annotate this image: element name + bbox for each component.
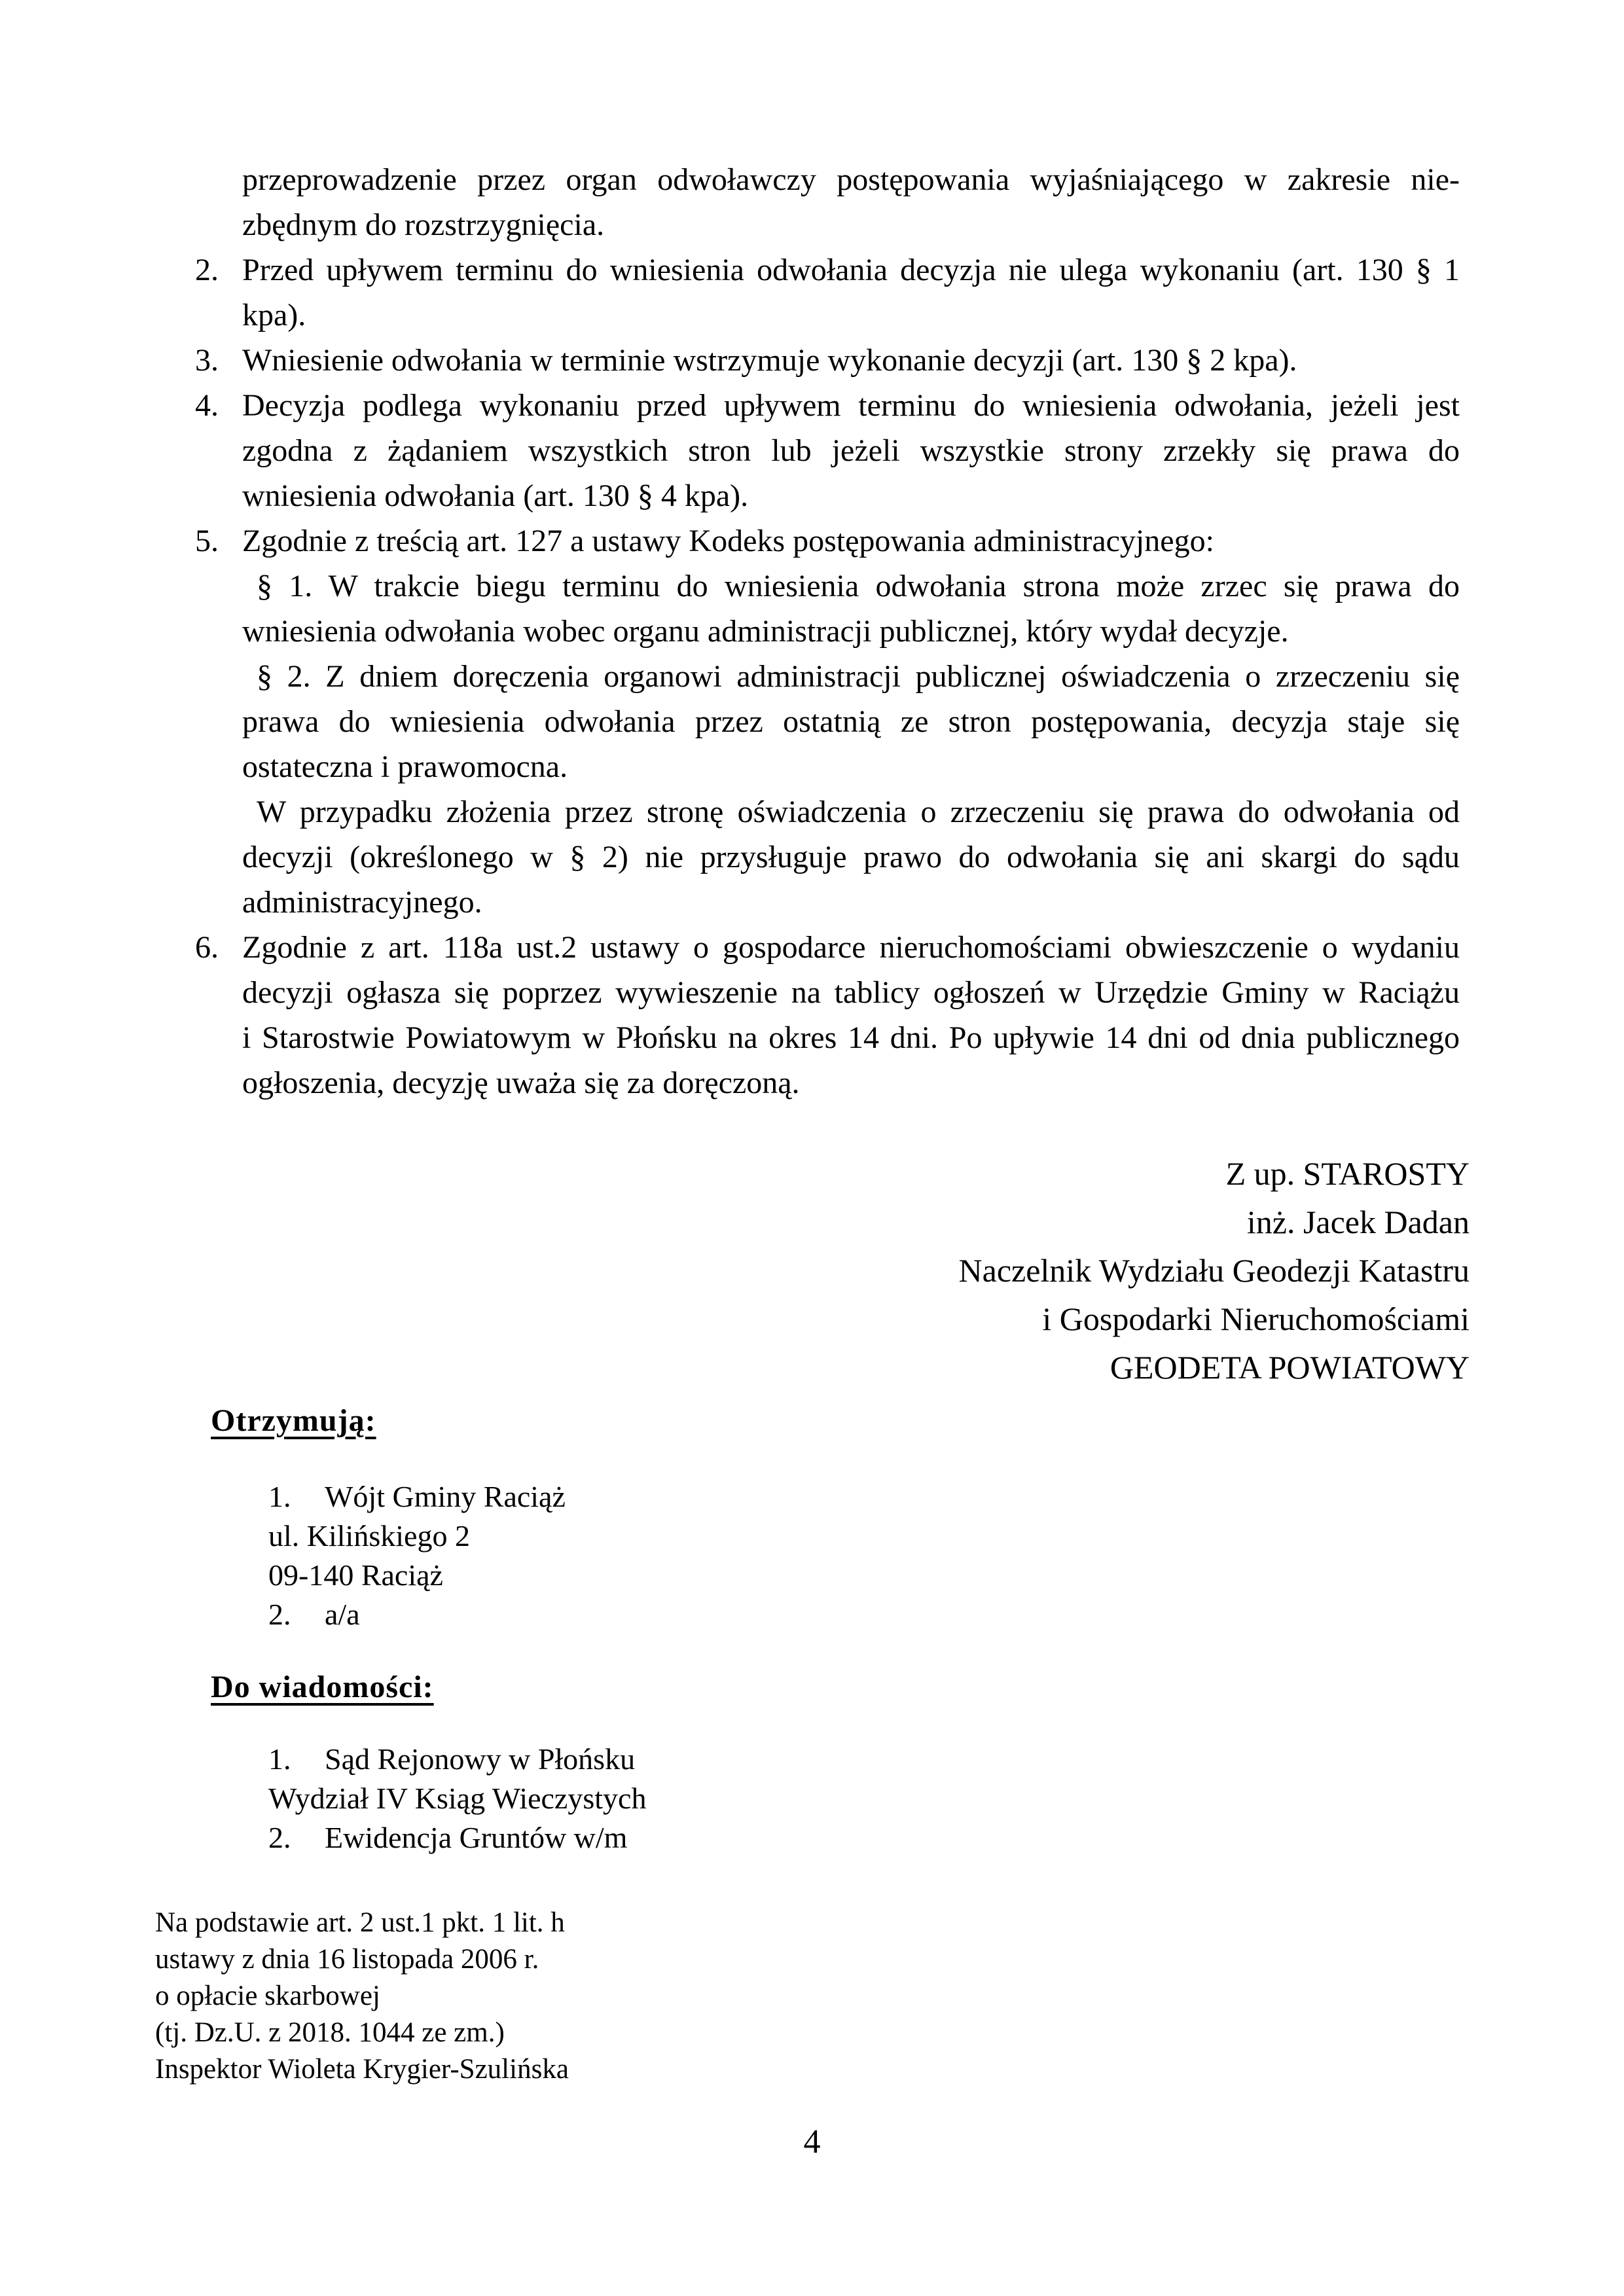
list-item-lines — [242, 518, 1460, 564]
recipient-row — [268, 1477, 566, 1516]
list-item — [195, 383, 1460, 518]
list-item — [195, 518, 1460, 564]
page-number: 4 — [803, 2123, 821, 2161]
list-item — [195, 564, 1460, 654]
list-item-number: 3. — [195, 343, 219, 378]
cc-heading: Do wiadomości: — [211, 1670, 434, 1704]
list-item-number: 6. — [195, 930, 219, 965]
signature-line: inż. Jacek Dadan — [1246, 1204, 1470, 1240]
text-line: zgodna z żądaniem wszystkich stron lub jeżeli wszystkie strony zrzekły się prawa do — [242, 433, 1460, 468]
signature-line: Naczelnik Wydziału Geodezji Katastru — [958, 1252, 1470, 1289]
text-line: ogłoszenia, decyzję uważa się za doręczoną. — [242, 1066, 800, 1100]
list-item-lines — [242, 157, 1460, 247]
recipient-row — [268, 1556, 566, 1595]
legal-note-line: ustawy z dnia 16 listopada 2006 r. — [155, 1944, 539, 1975]
row-number: 1. — [268, 1742, 291, 1776]
text-line: wniesienia odwołania (art. 130 § 4 kpa). — [242, 478, 749, 513]
signature-line: Z up. STAROSTY — [1225, 1155, 1470, 1192]
legal-note-line: (tj. Dz.U. z 2018. 1044 ze zm.) — [155, 2017, 505, 2048]
text-line: § 1. W trakcie biegu terminu do wniesienia odwołania strona może zrzec się prawa do — [257, 569, 1460, 603]
list-item-lines — [242, 654, 1460, 789]
row-number: 2. — [268, 1821, 291, 1854]
list-item-lines — [242, 338, 1460, 383]
text-line: Decyzja podlega wykonaniu przed upływem terminu do wniesienia odwołania, jeżeli jest — [242, 388, 1460, 423]
row-text: Wydział IV Ksiąg Wieczystych — [268, 1782, 647, 1815]
text-line: Zgodnie z treścią art. 127 a ustawy Kodeks postępowania administracyjnego: — [242, 524, 1214, 558]
legal-note-line: Inspektor Wioleta Krygier-Szulińska — [155, 2054, 569, 2085]
recipient-row — [268, 1595, 566, 1634]
legal-note-line: Na podstawie art. 2 ust.1 pkt. 1 lit. h — [155, 1907, 565, 1938]
body-numbered-list — [195, 157, 1460, 1105]
text-line: W przypadku złożenia przez stronę oświadczenia o zrzeczeniu się prawa do odwołania od — [257, 795, 1460, 829]
cc-row — [268, 1818, 646, 1857]
list-item-number: 2. — [195, 253, 219, 287]
recipients-heading: Otrzymują: — [211, 1403, 376, 1438]
cc-list — [268, 1740, 646, 1857]
signature-block — [959, 1149, 1470, 1391]
signature-line: GEODETA POWIATOWY — [1110, 1349, 1470, 1386]
legal-note-line: o opłacie skarbowej — [155, 1981, 380, 2011]
text-line: § 2. Z dniem doręczenia organowi administracji publicznej oświadczenia o zrzeczeniu się — [257, 659, 1460, 694]
text-line: Zgodnie z art. 118a ust.2 ustawy o gospodarce nieruchomościami obwieszczenie o wydaniu — [242, 930, 1460, 965]
list-item — [195, 789, 1460, 925]
row-number: 1. — [268, 1480, 291, 1513]
row-text: Wójt Gminy Raciąż — [325, 1480, 566, 1513]
text-line: kpa). — [242, 298, 306, 332]
list-item — [195, 925, 1460, 1105]
cc-row — [268, 1740, 646, 1779]
row-text: Ewidencja Gruntów w/m — [325, 1821, 628, 1854]
row-text: a/a — [325, 1598, 360, 1631]
list-item-lines — [242, 247, 1460, 338]
list-item-lines — [242, 564, 1460, 654]
list-item — [195, 338, 1460, 383]
row-text: ul. Kilińskiego 2 — [268, 1519, 470, 1552]
legal-note — [155, 1905, 569, 2088]
list-item-number: 5. — [195, 524, 219, 558]
signature-line: i Gospodarki Nieruchomościami — [1042, 1300, 1470, 1337]
list-item-lines — [242, 925, 1460, 1105]
text-line: Przed upływem terminu do wniesienia odwołania decyzja nie ulega wykonaniu (art. 130 § 1 — [242, 253, 1460, 287]
list-item-lines — [242, 789, 1460, 925]
row-number: 2. — [268, 1598, 291, 1631]
text-line: decyzji (określonego w § 2) nie przysługuje prawo do odwołania się ani skargi do sądu — [242, 840, 1460, 874]
text-line: wniesienia odwołania wobec organu administracji publicznej, który wydał decyzje. — [242, 614, 1289, 649]
cc-row — [268, 1779, 646, 1818]
list-item — [195, 157, 1460, 247]
row-text: 09-140 Raciąż — [268, 1558, 443, 1592]
text-line: ostateczna i prawomocna. — [242, 749, 568, 784]
list-item-lines — [242, 383, 1460, 518]
recipients-list — [268, 1477, 566, 1634]
recipient-row — [268, 1516, 566, 1556]
text-line: i Starostwie Powiatowym w Płońsku na okres 14 dni. Po upływie 14 dni od dnia publicznego — [242, 1020, 1460, 1055]
text-line: prawa do wniesienia odwołania przez ostatnią ze stron postępowania, decyzja staje się — [242, 704, 1460, 739]
text-line: administracyjnego. — [242, 885, 482, 920]
row-text: Sąd Rejonowy w Płońsku — [325, 1742, 636, 1776]
text-line: decyzji ogłasza się poprzez wywieszenie na tablicy ogłoszeń w Urzędzie Gminy w Raciążu — [242, 975, 1460, 1010]
list-item-number: 4. — [195, 388, 219, 423]
text-line: zbędnym do rozstrzygnięcia. — [242, 207, 605, 242]
list-item — [195, 247, 1460, 338]
list-item — [195, 654, 1460, 789]
text-line: Wniesienie odwołania w terminie wstrzymuje wykonanie decyzji (art. 130 § 2 kpa). — [242, 343, 1297, 378]
text-line: przeprowadzenie przez organ odwoławczy postępowania wyjaśniającego w zakresie nie- — [242, 162, 1460, 197]
